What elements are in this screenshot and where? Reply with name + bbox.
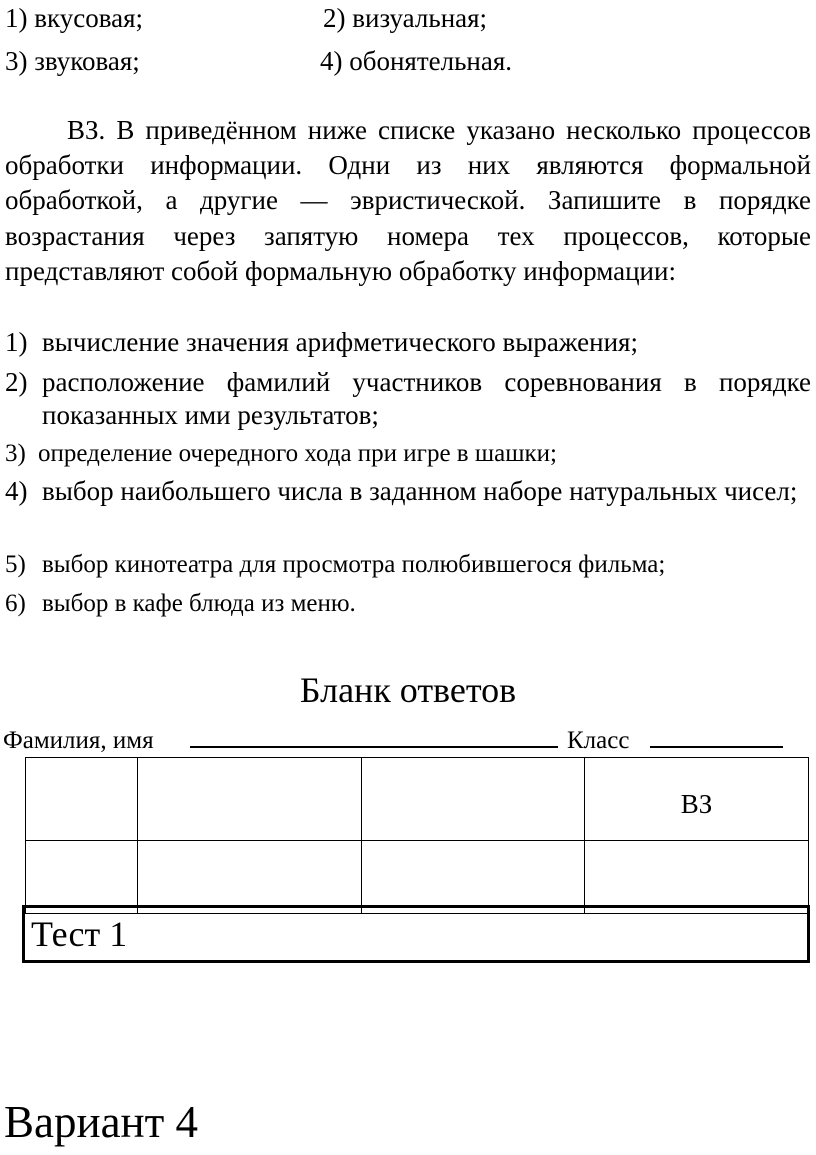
table-row xyxy=(26,758,809,841)
class-underline[interactable] xyxy=(650,746,783,748)
question-text: ВЗ. В приведённом ниже списке указано несколько процессов обработки информации. Одни из них являются формальной обработкой, а другие — эвристической. Запишите в порядке возрастания через запятую номера тех процессов, которые представляют собой формальную обработку информации: xyxy=(5,115,811,286)
list-item-number: 4) xyxy=(5,476,28,506)
answer-cell[interactable] xyxy=(138,841,362,914)
list-item xyxy=(5,587,811,620)
answer-cell[interactable] xyxy=(138,758,362,841)
class-label: Класс xyxy=(567,727,630,754)
list-item-text: выбор кинотеатра для просмотра полюбившегося фильма; xyxy=(42,551,666,578)
answer-cell[interactable]: ВЗ xyxy=(585,758,809,841)
table-row xyxy=(26,841,809,914)
answer-sheet-title: Бланк ответов xyxy=(299,670,517,710)
answer-cell[interactable] xyxy=(26,758,138,841)
list-item-number: 2) xyxy=(5,367,28,397)
list-item-text: определение очередного хода при игре в шашки; xyxy=(38,440,557,467)
option-1: 1) вкусовая; xyxy=(5,3,144,33)
list-item xyxy=(5,548,811,581)
name-label: Фамилия, имя xyxy=(3,727,154,754)
answer-cell[interactable] xyxy=(26,841,138,914)
option-4: 4) обонятельная. xyxy=(320,46,513,76)
option-3: 3) звуковая; xyxy=(5,46,140,76)
list-item xyxy=(5,437,811,470)
list-item-text: выбор наибольшего числа в заданном наборе натуральных чисел; xyxy=(42,476,798,506)
answer-table xyxy=(25,757,809,914)
list-item xyxy=(5,326,811,359)
list-item xyxy=(5,366,811,432)
list-item-number: 3) xyxy=(5,440,26,467)
list-item-number: 1) xyxy=(5,327,28,357)
answer-cell[interactable] xyxy=(362,758,585,841)
answer-cell[interactable] xyxy=(585,841,809,914)
name-underline[interactable] xyxy=(190,746,558,748)
test-label: Тест 1 xyxy=(31,914,128,954)
variant-heading: Вариант 4 xyxy=(4,1097,199,1147)
list-item-text: расположение фамилий участников соревнования в порядке показанных ими результатов; xyxy=(42,367,811,430)
list-item xyxy=(5,475,811,508)
answer-cell[interactable] xyxy=(362,841,585,914)
list-item-number: 5) xyxy=(5,551,26,578)
list-item-text: вычисление значения арифметического выражения; xyxy=(42,327,638,357)
list-item-number: 6) xyxy=(5,590,26,617)
list-item-text: выбор в кафе блюда из меню. xyxy=(42,590,356,617)
test-label-box xyxy=(22,905,810,963)
option-2: 2) визуальная; xyxy=(323,3,488,33)
